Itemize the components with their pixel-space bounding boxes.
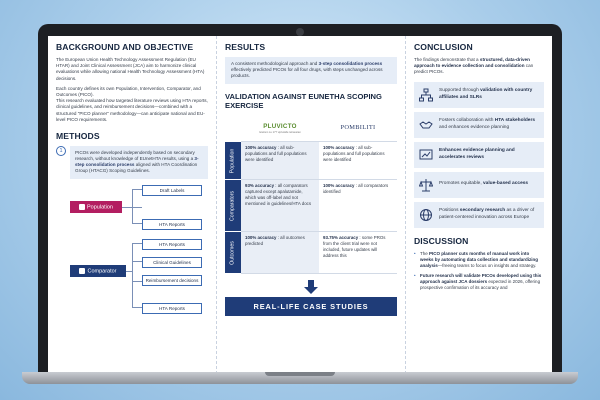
conclusion-item: Positions secondary research as a driver of patient-centered innovation across Europe [414, 202, 544, 228]
comparator-label: Comparator [70, 265, 126, 277]
methods-step-number: 1 [56, 146, 66, 156]
connector [132, 189, 133, 223]
results-summary: A consistent methodological approach and 3-step consolidation process effectively predicted PICOs for all four drugs, with steps unchanged across products. [225, 57, 397, 84]
connector [132, 189, 142, 190]
connector [132, 261, 142, 262]
flow-node-draft-labels: Draft Labels [142, 185, 202, 197]
background-paragraph-1: The European Union Health Technology Assessment Regulation (EU HTAR) and Joint Clinical Assessment (JCA) aim to harmonize clinical evaluations while allowing national Health Technology Assessment (HTA) decisions. [56, 57, 205, 81]
connector [132, 307, 142, 308]
table-corner [225, 116, 241, 142]
conclusion-heading: CONCLUSION [414, 42, 473, 52]
globe-icon [419, 208, 433, 222]
row-label-outcomes: Outcomes [225, 232, 241, 274]
hierarchy-icon [419, 88, 433, 102]
connector [132, 223, 142, 224]
conclusion-item: Fosters collaboration with HTA stakeholders and enhances evidence planning [414, 112, 544, 138]
discussion-heading: DISCUSSION [414, 235, 469, 246]
background-heading: BACKGROUND AND OBJECTIVE [56, 42, 194, 52]
methods-flow-diagram [56, 185, 208, 313]
handshake-icon [419, 118, 433, 132]
table-row [225, 232, 397, 274]
conclusion-item: Supported through validation with country affiliates and SLRs [414, 82, 544, 108]
flow-node-hta-reports: HTA Reports [142, 303, 202, 315]
methods-text-post: aligned with HTA Coordination Group (HTACG) Scoping Guidelines. [75, 162, 198, 174]
pombiliti-logo: POMBILITI [319, 116, 397, 142]
background-paragraph-3: This research evaluated how targeted literature reviews using HTA reports, clinical guidelines, and reimbursement decisions—combined with a structured "PICO planner" methodology—can anticipate national and EU-level PICO requirements. [56, 98, 208, 122]
conclusion-item: Promotes equitable, value-based access [414, 172, 544, 198]
conclusion-item: Enhances evidence planning and accelerates reviews [414, 142, 544, 168]
population-label: Population [70, 201, 122, 213]
row-label-population: Population [225, 142, 241, 180]
poster-screen [48, 36, 552, 374]
table-cell: 100% accuracy : all sub-populations and full populations were identified [241, 142, 319, 180]
table-cell: 93% accuracy : all comparators captured except apalutamide, which was off-label and not mentioned in guidelines/HTA docs [241, 180, 319, 232]
connector [132, 281, 142, 282]
validation-title: VALIDATION AGAINST EUNETHA SCOPING EXERCISE [225, 91, 382, 110]
arrow-down-icon [305, 280, 317, 294]
results-heading: RESULTS [225, 42, 266, 52]
methods-description [70, 146, 208, 179]
table-cell: 100% accuracy : all sub-populations and full populations were identified [319, 142, 397, 180]
camera-icon [296, 28, 304, 36]
middle-column [216, 36, 406, 374]
flow-node-reimbursement: Reimbursement decisions [142, 275, 202, 287]
methods-text-bold: 3-step consolidation process [75, 156, 199, 168]
compare-icon [79, 268, 85, 274]
connector [132, 243, 142, 244]
chart-icon [419, 148, 433, 162]
table-row [225, 142, 397, 180]
methods-heading: METHODS [56, 130, 100, 141]
flow-node-hta-reports: HTA Reports [142, 239, 202, 251]
laptop-screen-bezel [38, 24, 562, 374]
validation-table [225, 116, 397, 275]
table-cell: 100% accuracy : all outcomes predicted [241, 232, 319, 274]
connector [132, 243, 133, 307]
laptop-base [22, 372, 578, 384]
methods-text-pre: PICOs were developed independently based on secondary research, without knowledge of EUnetHTA results, using a [75, 149, 195, 162]
table-cell: 93.75% accuracy : some PROs from the client trial were not included, future updates will address this [319, 232, 397, 274]
right-column [406, 36, 552, 374]
table-cell: 100% accuracy : all comparators identified [319, 180, 397, 232]
list-item: • The PICO planner cuts months of manual work into weeks by automating data collection and standardizing analysis—freeing teams to focus on insights and strategy. [414, 251, 544, 269]
background-paragraph-2: Each country defines its own Population, Intervention, Comparator, and Outcomes (PICO). [56, 85, 201, 97]
pluvicto-logo: PLUVICTO lutetium Lu 177 vipivotide tetraxetan [241, 116, 319, 142]
flow-node-hta-reports: HTA Reports [142, 219, 202, 231]
flow-node-clinical-guidelines: Clinical Guidelines [142, 257, 202, 269]
conclusion-intro: The findings demonstrate that a structured, data-driven approach to evidence collection and consolidation can predict PICOs. [414, 57, 534, 75]
left-column [48, 36, 216, 374]
case-studies-banner: REAL-LIFE CASE STUDIES [225, 297, 397, 316]
list-item: • Future research will validate PICOs developed using this approach against JCA dossiers expected in 2026, offering prospective confirmation of its accuracy and [414, 273, 544, 291]
table-row [225, 180, 397, 232]
row-label-comparators: Comparators [225, 180, 241, 232]
people-icon [79, 204, 85, 210]
scales-icon [419, 178, 433, 192]
discussion-list [414, 251, 544, 291]
